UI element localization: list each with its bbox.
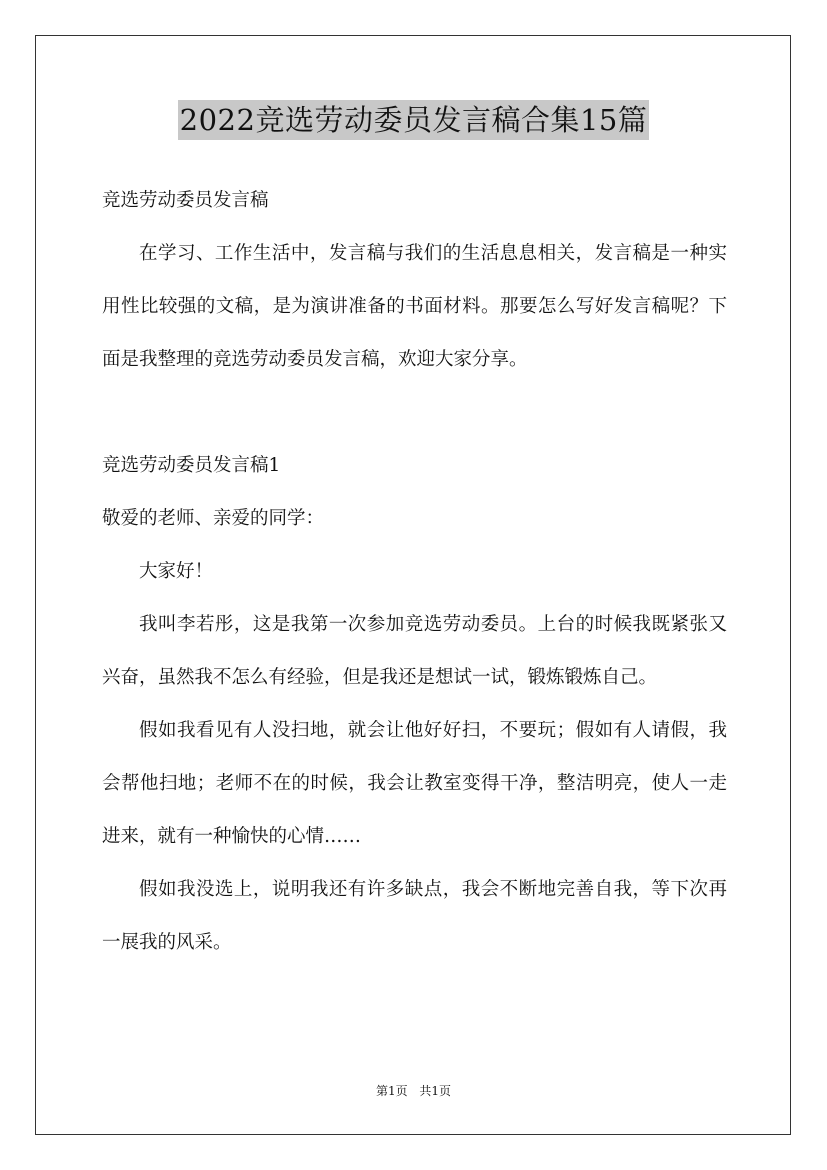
page-footer xyxy=(0,1083,827,1099)
title-block xyxy=(0,100,827,140)
blank-line xyxy=(102,386,727,439)
page-number: 第1页 xyxy=(375,1084,408,1098)
body-paragraph: 假如我没选上，说明我还有许多缺点，我会不断地完善自我，等下次再一展我的风采。 xyxy=(102,879,727,953)
document-title: 2022竞选劳动委员发言稿合集15篇 xyxy=(178,100,650,140)
document-body xyxy=(102,174,727,969)
section-heading: 竞选劳动委员发言稿 xyxy=(102,190,269,211)
body-paragraph: 假如我看见有人没扫地，就会让他好好扫，不要玩；假如有人请假，我会帮他扫地；老师不在的时候，我会让教室变得干净，整洁明亮，使人一走进来，就有一种愉快的心情…… xyxy=(102,720,727,847)
salutation: 敬爱的老师、亲爱的同学： xyxy=(102,508,325,529)
speech-heading: 竞选劳动委员发言稿1 xyxy=(102,455,281,476)
intro-paragraph: 在学习、工作生活中，发言稿与我们的生活息息相关，发言稿是一种实用性比较强的文稿，是为演讲准备的书面材料。那要怎么写好发言稿呢？下面是我整理的竞选劳动委员发言稿，欢迎大家分享。 xyxy=(102,243,727,370)
body-paragraph: 我叫李若彤，这是我第一次参加竞选劳动委员。上台的时候我既紧张又兴奋，虽然我不怎么有经验，但是我还是想试一试，锻炼锻炼自己。 xyxy=(102,614,727,688)
page-count: 共1页 xyxy=(419,1084,452,1098)
greeting: 大家好！ xyxy=(139,561,214,582)
